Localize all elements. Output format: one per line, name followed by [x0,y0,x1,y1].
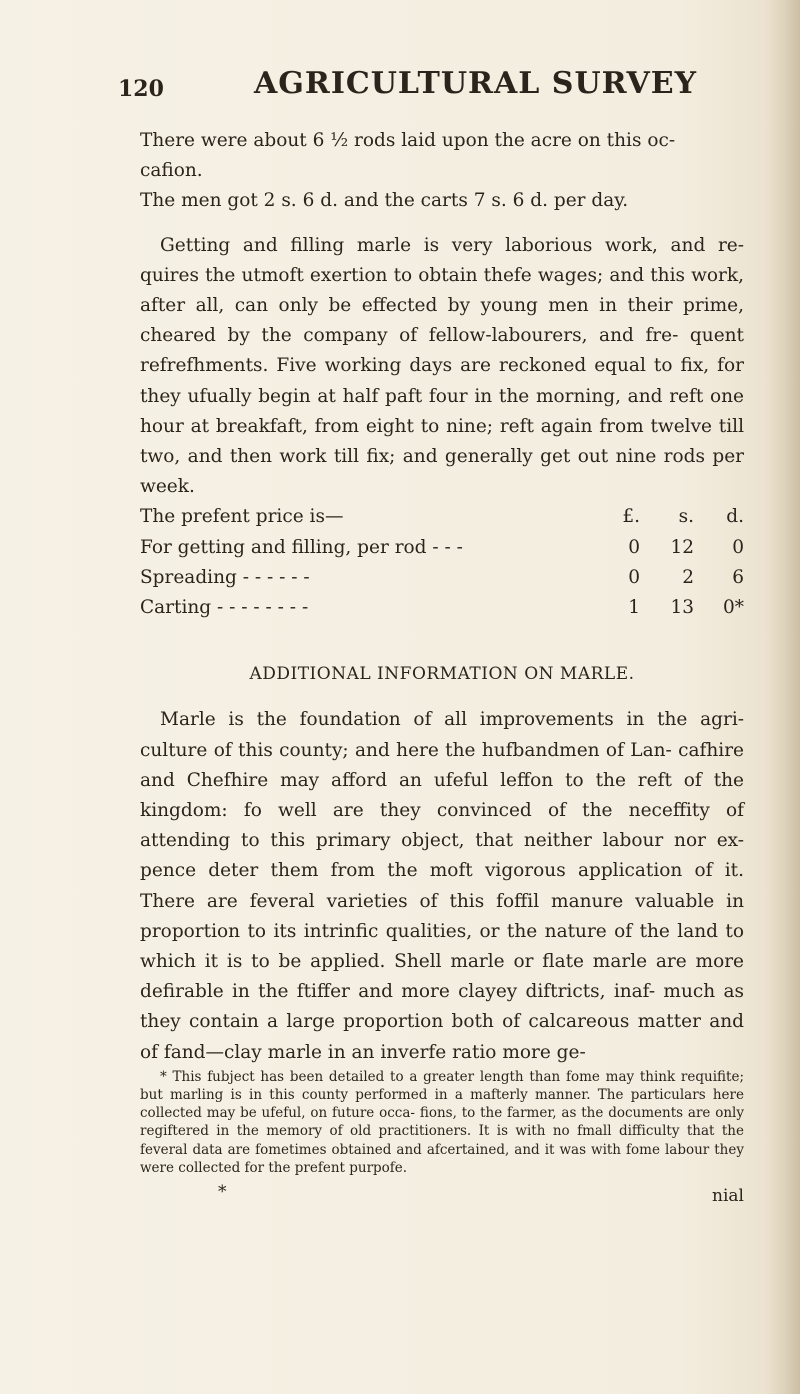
intro-line-1: There were about 6 ½ rods laid upon the acre on this oc- [140,130,676,151]
paragraph-marle-foundation: Marle is the foundation of all improvements in the agri- culture of this county; and here the hufbandmen of Lan- cafhire and Chefhire may afford an ufeful leffon to the reft of the kingdom: fo well are they convinced of the neceffity of attending to this primary object, that neither labour nor ex- pence deter them from the moft vigorous application of it. There are feveral varieties of this foffil manure valuable in proportion to its intrinfic qualities, or the nature of the land to which it is to be applied. Shell marle or flate marle are more defirable in the ftiffer and more clayey diftricts, inaf- much as they contain a large proportion both of calcareous matter and of fand—clay marle in an inverfe ratio more ge- [140,709,744,1063]
column-shillings: s. [678,506,694,528]
price-pence: 6 [732,566,744,588]
catchword: nial [712,1186,744,1207]
price-header-row [140,502,744,532]
column-pounds: £. [622,506,640,528]
price-row [140,563,744,593]
page-footer [140,1177,744,1207]
page-body [140,126,744,1207]
page-header [118,62,718,102]
price-intro: The prefent price is— [140,506,344,528]
page-edge-shadow [766,0,800,1394]
column-pence: d. [726,506,744,528]
signature-mark: * [218,1182,227,1203]
price-shillings: 13 [670,597,694,618]
price-pounds: 0 [628,566,640,588]
paragraph-marle-labour: Getting and filling marle is very laborious work, and re- quires the utmoft exertion to obtain thefe wages; and this work, after all, can only be effected by young men in their prime, cheared by the company of fellow-labourers, and fre- quent refrefhments. Five working days are reckoned equal to fix, for they ufually begin at half paft four in the morning, and reft one hour at breakfaft, from eight to nine; reft again from twelve till two, and then work till fix; and generally get out nine rods per week. [140,234,744,498]
page-number: 120 [118,76,164,102]
price-pounds: 1 [628,597,640,618]
price-shillings: 12 [670,536,694,558]
running-title: AGRICULTURAL SURVEY [254,66,698,101]
price-pounds: 0 [628,536,640,558]
price-shillings: 2 [682,566,694,588]
intro-line-2: cafion. [140,160,203,182]
price-label: Carting - - - - - - - - [140,597,309,618]
footnote: * This fubject has been detailed to a greater length than fome may think requifite; but marling is in this county performed in a mafterly manner. The particulars here collected may be ufeful, on future occa- fions, to the farmer, as the documents are only regiftered in the memory of old practitioners. It is with no fmall difficulty that the feveral data are fometimes obtained and afcertained, and it was with fome labour they were collected for the prefent purpofe. [140,1068,744,1176]
price-label: Spreading - - - - - - [140,566,310,588]
price-label: For getting and filling, per rod - - - [140,536,463,558]
price-pence: 0* [722,597,744,618]
intro-line-3: The men got 2 s. 6 d. and the carts 7 s. 6 d. per day. [140,190,629,212]
price-pence: 0 [732,536,744,558]
price-row [140,593,744,623]
price-row [140,533,744,563]
section-heading: ADDITIONAL INFORMATION ON MARLE. [249,664,635,685]
